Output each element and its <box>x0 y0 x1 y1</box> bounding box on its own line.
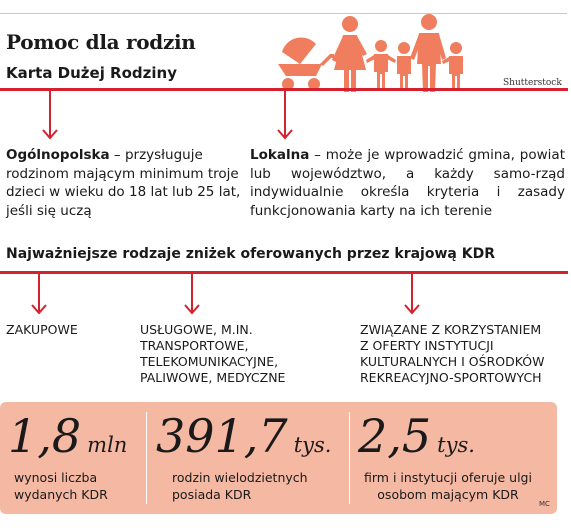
stroller-icon <box>278 37 334 90</box>
card-type-local <box>250 146 565 220</box>
stat-description <box>14 469 108 503</box>
stats-divider <box>146 412 147 504</box>
category-line: USŁUGOWE, M.IN. <box>140 322 253 337</box>
arrow-down-icon <box>182 274 202 318</box>
category-line: PALIWOWE, MEDYCZNE <box>140 370 286 385</box>
stat-desc-line: osobom mającym KDR <box>377 487 519 502</box>
arrow-down-icon <box>275 91 295 143</box>
category-line: Z OFERTY INSTYTUCJI <box>360 338 494 353</box>
stat-value <box>156 409 332 469</box>
category-line: TELEKOMUNIKACYJNE, <box>140 354 279 369</box>
stat-unit: mln <box>87 433 128 457</box>
stat-desc-line: wydanych KDR <box>14 487 108 502</box>
card-type-description: – przysługuje rodzinom mającym minimum troje dzieci w wieku do 18 lat lub 25 lat, jeśli się uczą <box>6 147 241 219</box>
card-type-label: Ogólnopolska <box>6 147 110 163</box>
stat-description <box>358 469 538 503</box>
stat-description <box>172 469 308 503</box>
card-title: Karta Dużej Rodziny <box>6 64 177 82</box>
discount-category <box>6 322 78 338</box>
stat-unit: tys. <box>437 433 475 457</box>
card-type-label: Lokalna <box>250 147 310 163</box>
card-type-description: – może je wprowadzić gmina, powiat lub województwo, a każdy samo-rząd indywidualnie określa kryteria i zasady funkcjonowania karty na ich terenie <box>250 147 565 219</box>
stat-desc-line: rodzin wielodzietnych <box>172 470 308 485</box>
section-title: Najważniejsze rodzaje zniżek oferowanych przez krajową KDR <box>6 246 495 262</box>
discount-category <box>140 322 285 386</box>
stat-desc-line: firm i instytucji oferuje ulgi <box>364 470 532 485</box>
stat-desc-line: wynosi liczba <box>14 470 98 485</box>
stat-value <box>8 409 128 469</box>
page-title: Pomoc dla rodzin <box>6 30 196 54</box>
card-type-national <box>6 146 241 220</box>
category-line: KULTURALNYCH I OŚRODKÓW <box>360 354 545 369</box>
category-line: ZWIĄZANE Z KORZYSTANIEM <box>360 322 542 337</box>
child-icon <box>366 40 396 90</box>
child-icon <box>397 42 411 90</box>
discount-category <box>360 322 544 386</box>
stat-unit: tys. <box>293 433 332 457</box>
arrow-down-icon <box>40 91 60 143</box>
category-line: ZAKUPOWE <box>6 322 78 337</box>
stat-value <box>358 409 475 469</box>
arrow-down-icon <box>402 274 422 318</box>
stat-number: 2,5 <box>358 409 432 463</box>
arrow-down-icon <box>29 274 49 318</box>
child-icon <box>442 42 463 90</box>
stat-number: 1,8 <box>8 409 82 463</box>
category-line: REKREACYJNO-SPORTOWYCH <box>360 370 542 385</box>
man-icon <box>410 14 446 92</box>
family-illustration <box>270 14 480 92</box>
author-signature: MC <box>539 500 550 508</box>
divider-line <box>0 271 568 274</box>
photo-credit: Shutterstock <box>503 78 562 88</box>
stats-divider <box>349 412 350 504</box>
category-line: TRANSPORTOWE, <box>140 338 249 353</box>
stat-desc-line: posiada KDR <box>172 487 252 502</box>
stat-number: 391,7 <box>156 409 288 463</box>
woman-icon <box>332 16 367 92</box>
